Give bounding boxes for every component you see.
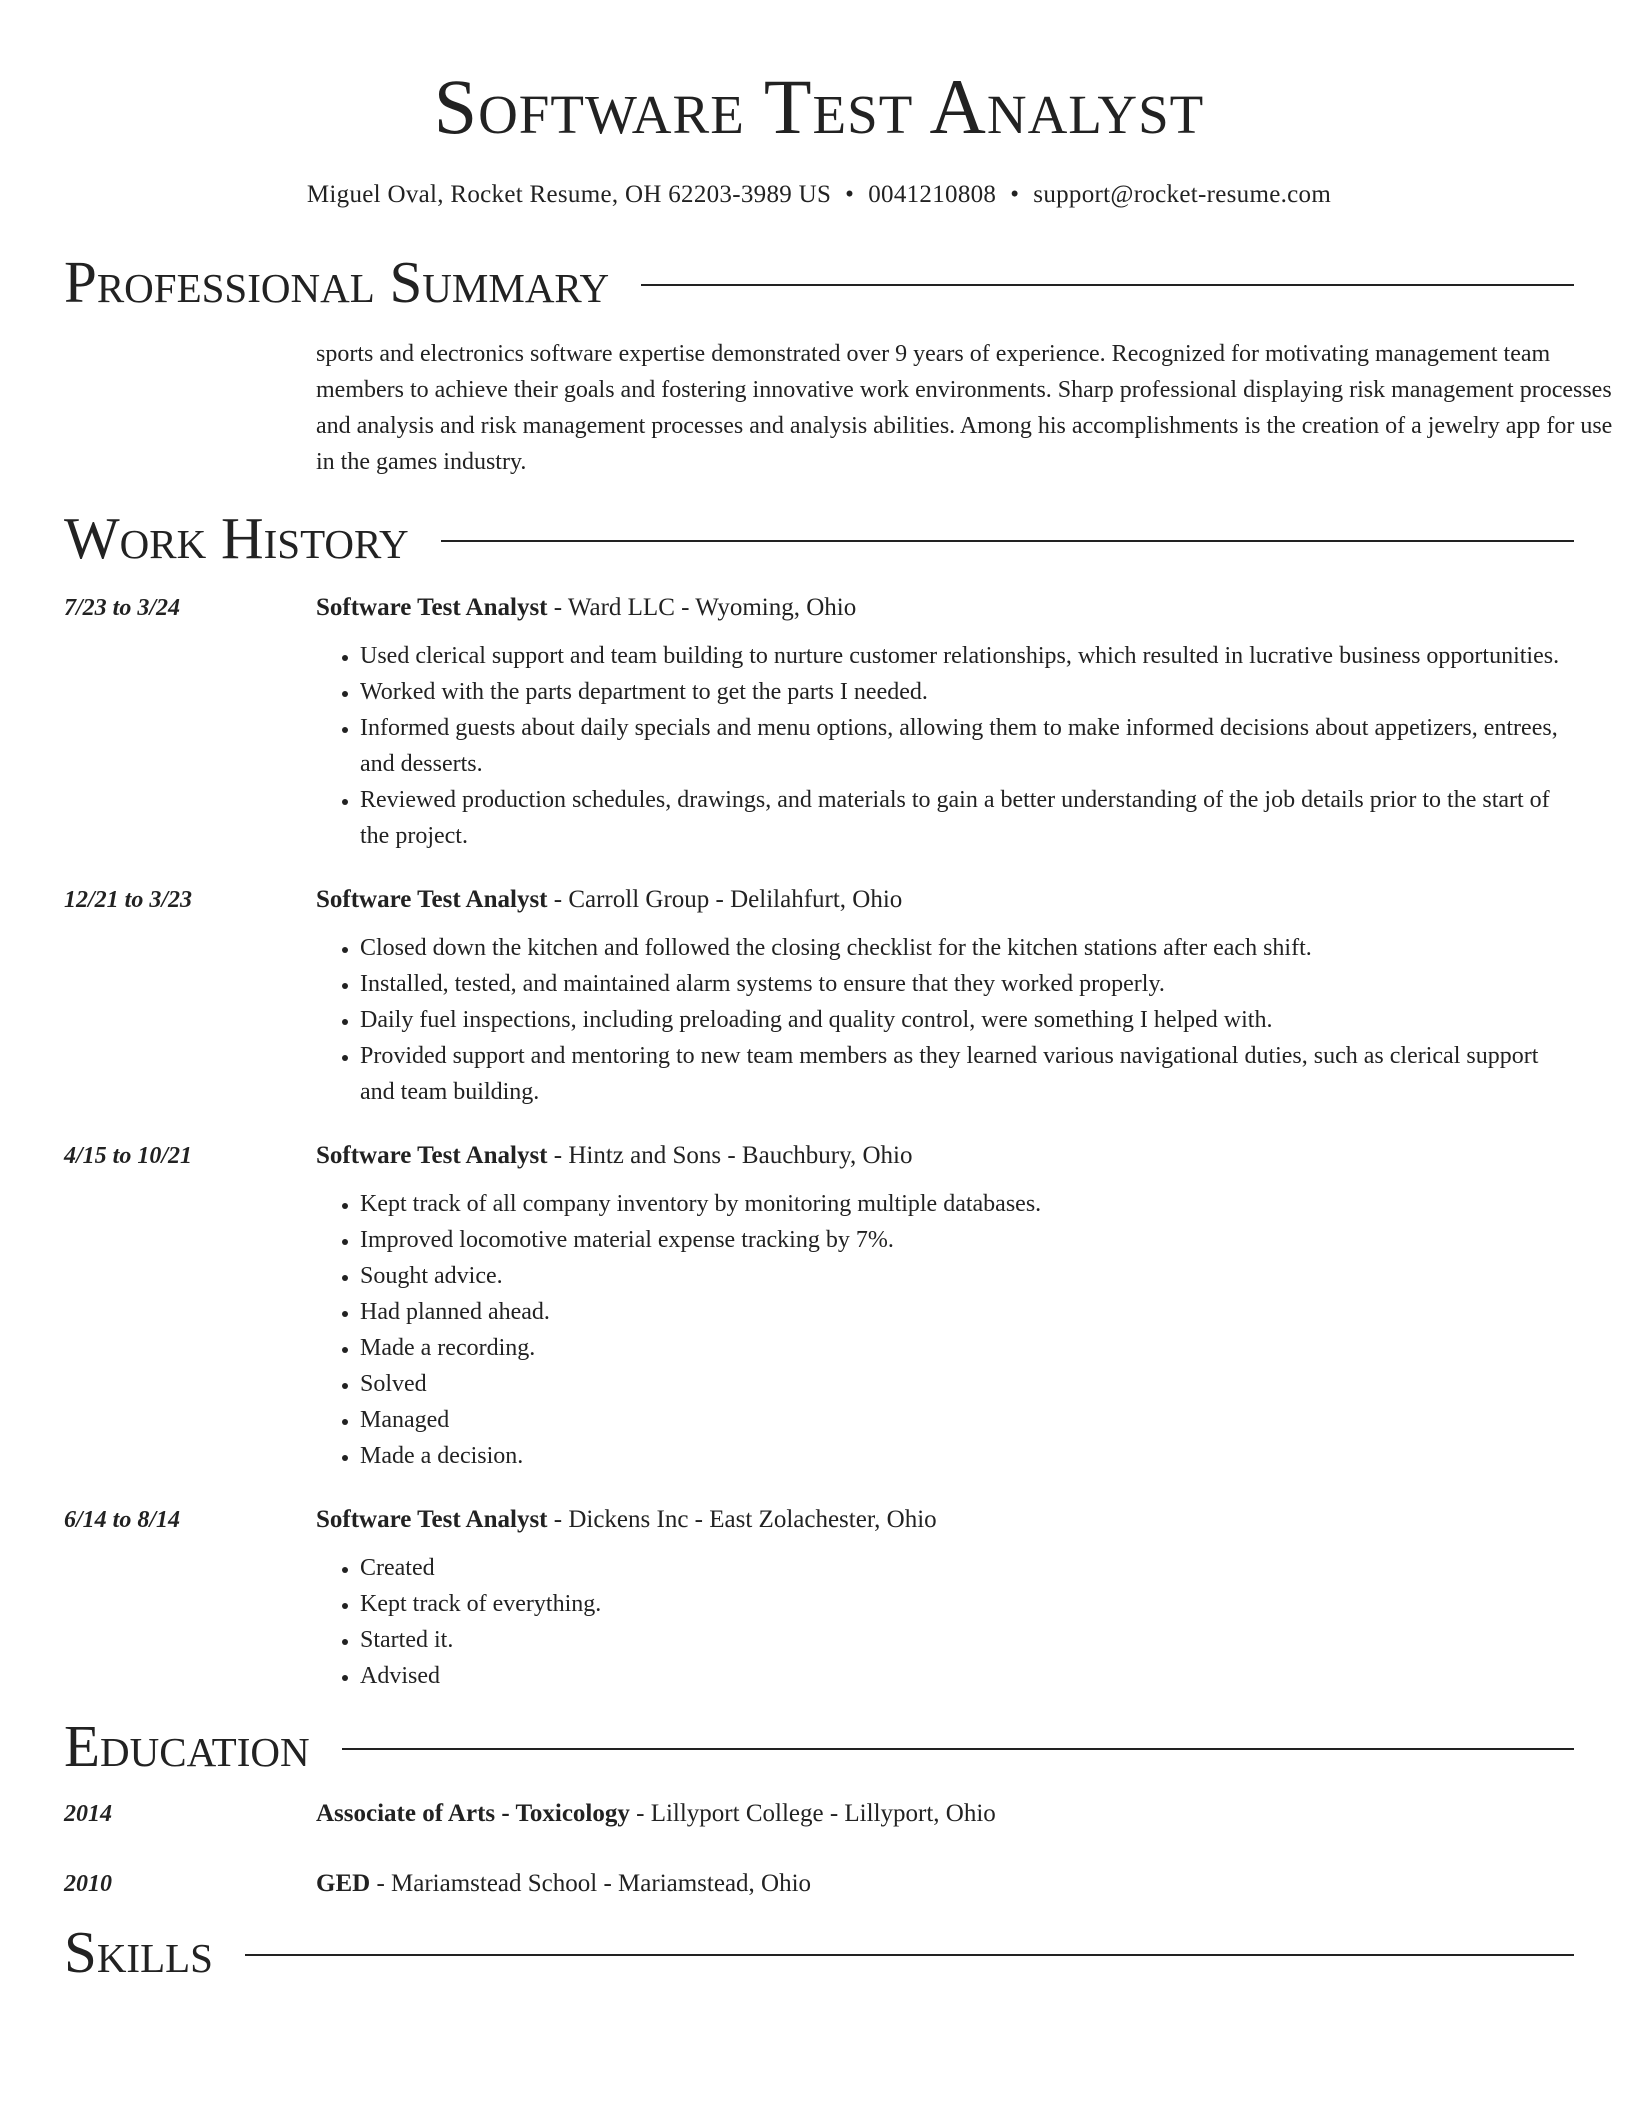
job-date: 6/14 to 8/14	[64, 1507, 181, 1533]
job-title: Software Test Analyst	[316, 1506, 548, 1533]
job-bullet: • Improved locomotive material expense tracking by 7%.	[360, 1222, 1574, 1258]
job-bullet: • Advised	[360, 1658, 1574, 1694]
job-bullet: • Closed down the kitchen and followed the closing checklist for the kitchen stations after each shift.	[360, 930, 1574, 966]
job-bullet: • Made a recording.	[360, 1330, 1574, 1366]
section-divider	[342, 1748, 1574, 1750]
job-bullet: • Solved	[360, 1366, 1574, 1402]
job-employer: - Carroll Group - Delilahfurt, Ohio	[547, 886, 903, 913]
job-header	[316, 884, 1574, 916]
job-bullet: • Started it.	[360, 1622, 1574, 1658]
job-bullets	[316, 638, 1574, 854]
education-school: - Mariamstead School - Mariamstead, Ohio	[370, 1870, 812, 1897]
education-date: 2014	[64, 1801, 112, 1827]
job-entry	[64, 1140, 1574, 1474]
contact-address: Miguel Oval, Rocket Resume, OH 62203-3989 US	[306, 181, 832, 208]
job-employer: - Ward LLC - Wyoming, Ohio	[547, 594, 857, 621]
job-bullet: • Had planned ahead.	[360, 1294, 1574, 1330]
job-date: 4/15 to 10/21	[64, 1143, 193, 1169]
work-heading: Work History	[64, 505, 409, 571]
job-entry	[64, 592, 1574, 854]
resume-page	[64, 0, 1613, 1985]
job-bullets	[316, 1186, 1574, 1474]
job-bullet: • Reviewed production schedules, drawings, and materials to gain a better understanding of the job details prior to the start of the project.	[360, 782, 1574, 854]
job-date: 12/21 to 3/23	[64, 887, 193, 913]
summary-heading: Professional Summary	[64, 249, 610, 315]
job-bullets	[316, 930, 1574, 1110]
job-bullet: • Daily fuel inspections, including preloading and quality control, were something I helped with.	[360, 1002, 1574, 1038]
work-section-header	[64, 506, 1574, 570]
resume-title: Software Test Analyst	[433, 63, 1205, 150]
education-header	[316, 1868, 1574, 1900]
job-bullet: • Managed	[360, 1402, 1574, 1438]
job-entry	[64, 1504, 1574, 1694]
job-date: 7/23 to 3/24	[64, 595, 181, 621]
job-title: Software Test Analyst	[316, 1142, 548, 1169]
job-title: Software Test Analyst	[316, 886, 548, 913]
education-date: 2010	[64, 1871, 112, 1897]
job-bullet: • Installed, tested, and maintained alarm systems to ensure that they worked properly.	[360, 966, 1574, 1002]
education-degree: GED	[316, 1870, 371, 1897]
summary-text: sports and electronics software expertise demonstrated over 9 years of experience. Recognized for motivating management team members to achieve their goals and fostering innovative work environments. Sharp professional displaying risk management processes and analysis and risk management processes and analysis abilities. Among his accomplishments is the creation of a jewelry app for use in the games industry.	[316, 341, 1613, 475]
contact-phone: 0041210808	[868, 181, 997, 208]
job-bullet: • Created	[360, 1550, 1574, 1586]
job-bullet: • Used clerical support and team building to nurture customer relationships, which resulted in lucrative business opportunities.	[360, 638, 1574, 674]
section-divider	[245, 1954, 1574, 1956]
job-bullet: • Informed guests about daily specials and menu options, allowing them to make informed decisions about appetizers, entrees, and desserts.	[360, 710, 1574, 782]
contact-line	[64, 180, 1574, 210]
job-header	[316, 592, 1574, 624]
education-section-header	[64, 1714, 1574, 1778]
education-heading: Education	[64, 1713, 310, 1779]
job-bullets	[316, 1550, 1574, 1694]
education-school: - Lillyport College - Lillyport, Ohio	[629, 1800, 996, 1827]
bullet-separator: •	[845, 181, 855, 208]
job-bullet: • Made a decision.	[360, 1438, 1574, 1474]
job-bullet: • Kept track of all company inventory by monitoring multiple databases.	[360, 1186, 1574, 1222]
contact-email: support@rocket-resume.com	[1033, 181, 1332, 208]
education-header	[316, 1798, 1574, 1830]
education-degree: Associate of Arts - Toxicology	[316, 1800, 630, 1827]
skills-heading: Skills	[64, 1919, 213, 1985]
job-entry	[64, 884, 1574, 1110]
job-bullet: • Kept track of everything.	[360, 1586, 1574, 1622]
job-title: Software Test Analyst	[316, 594, 548, 621]
job-bullet: • Provided support and mentoring to new team members as they learned various navigational duties, such as clerical support and team building.	[360, 1038, 1574, 1110]
job-header	[316, 1504, 1574, 1536]
bullet-separator: •	[1010, 181, 1020, 208]
job-employer: - Hintz and Sons - Bauchbury, Ohio	[547, 1142, 913, 1169]
job-employer: - Dickens Inc - East Zolachester, Ohio	[547, 1506, 937, 1533]
education-entry	[64, 1798, 1574, 1830]
skills-section-header	[64, 1920, 1574, 1984]
education-entry	[64, 1868, 1574, 1900]
section-divider	[441, 540, 1574, 542]
section-divider	[641, 284, 1574, 286]
job-header	[316, 1140, 1574, 1172]
job-bullet: • Worked with the parts department to get the parts I needed.	[360, 674, 1574, 710]
summary-section-header	[64, 250, 1574, 314]
job-bullet: • Sought advice.	[360, 1258, 1574, 1294]
